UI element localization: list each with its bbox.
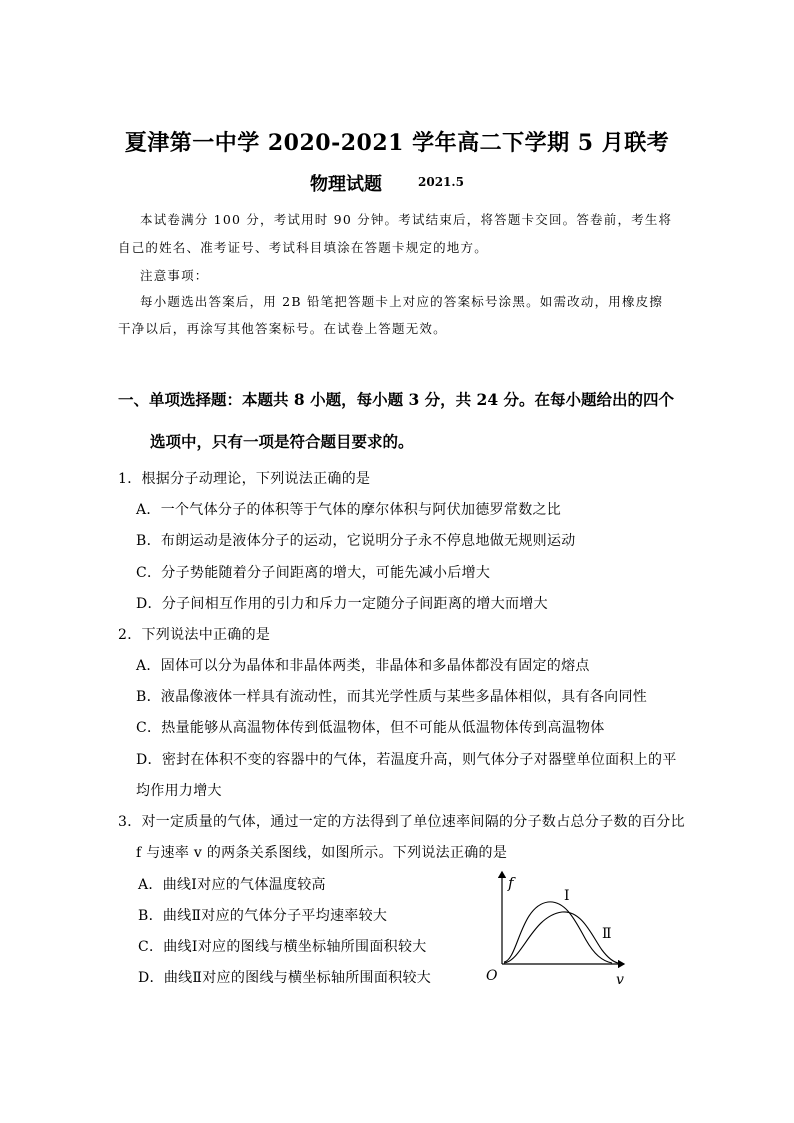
instructions-line-1: 本试卷满分 100 分，考试用时 90 分钟。考试结束后，将答题卡交回。答卷前，考生将 [140,212,673,227]
question-3-stem-line-2: f 与速率 v 的两条关系图线，如图所示。下列说法正确的是 [136,845,508,861]
exam-date: 2021.5 [418,175,464,189]
question-1-stem: 1．根据分子动理论，下列说法正确的是 [118,471,371,487]
question-1-option-b: B．布朗运动是液体分子的运动，它说明分子永不停息地做无规则运动 [136,533,576,549]
question-2-option-a: A．固体可以分为晶体和非晶体两类，非晶体和多晶体都没有固定的熔点 [136,658,590,674]
exam-title: 夏津第一中学 2020-2021 学年高二下学期 5 月联考 [124,130,670,156]
v-axis-label: v [616,972,624,988]
f-axis-label: f [508,874,514,892]
question-3-option-c: C．曲线Ⅰ对应的图线与横坐标轴所围面积较大 [138,939,427,955]
origin-label: O [486,968,498,984]
question-3-stem-line-1: 3．对一定质量的气体，通过一定的方法得到了单位速率间隔的分子数占总分子数的百分比 [118,814,685,830]
question-2-option-c: C．热量能够从高温物体传到低温物体，但不可能从低温物体传到高温物体 [136,720,605,736]
question-2-option-d-line-1: D．密封在体积不变的容器中的气体，若温度升高，则气体分子对器壁单位面积上的平 [136,752,677,768]
question-1-option-c: C．分子势能随着分子间距离的增大，可能先减小后增大 [136,565,491,581]
notice-label: 注意事项： [140,268,209,283]
curve-2-label: Ⅱ [602,926,612,942]
instructions-line-4: 干净以后，再涂写其他答案标号。在试卷上答题无效。 [118,321,447,336]
instructions-line-2: 自己的姓名、准考证号、考试科目填涂在答题卡规定的地方。 [118,240,488,255]
curve-1-label: Ⅰ [564,888,570,904]
question-3-option-d: D．曲线Ⅱ对应的图线与横坐标轴所围面积较大 [138,970,432,986]
curve-1 [504,902,612,963]
question-2-option-b: B．液晶像液体一样具有流动性，而其光学性质与某些多晶体相似，具有各向同性 [136,689,648,705]
question-2-option-d-line-2: 均作用力增大 [136,783,222,799]
exam-subtitle: 物理试题 [310,174,382,195]
section-heading-line-2: 选项中，只有一项是符合题目要求的。 [150,432,414,451]
speed-distribution-figure [478,864,638,990]
question-1-option-d: D．分子间相互作用的引力和斥力一定随分子间距离的增大而增大 [136,596,548,612]
question-3-option-a: A．曲线Ⅰ对应的气体温度较高 [138,877,326,893]
question-2-stem: 2．下列说法中正确的是 [118,627,271,643]
curve-2 [504,912,618,963]
section-heading-line-1: 一、单项选择题：本题共 8 小题，每小题 3 分，共 24 分。在每小题给出的四个 [118,390,675,409]
question-1-option-a: A．一个气体分子的体积等于气体的摩尔体积与阿伏加德罗常数之比 [136,502,562,518]
instructions-line-3: 每小题选出答案后，用 2B 铅笔把答题卡上对应的答案标号涂黑。如需改动，用橡皮擦 [140,294,664,309]
question-3-option-b: B．曲线Ⅱ对应的气体分子平均速率较大 [138,908,388,924]
